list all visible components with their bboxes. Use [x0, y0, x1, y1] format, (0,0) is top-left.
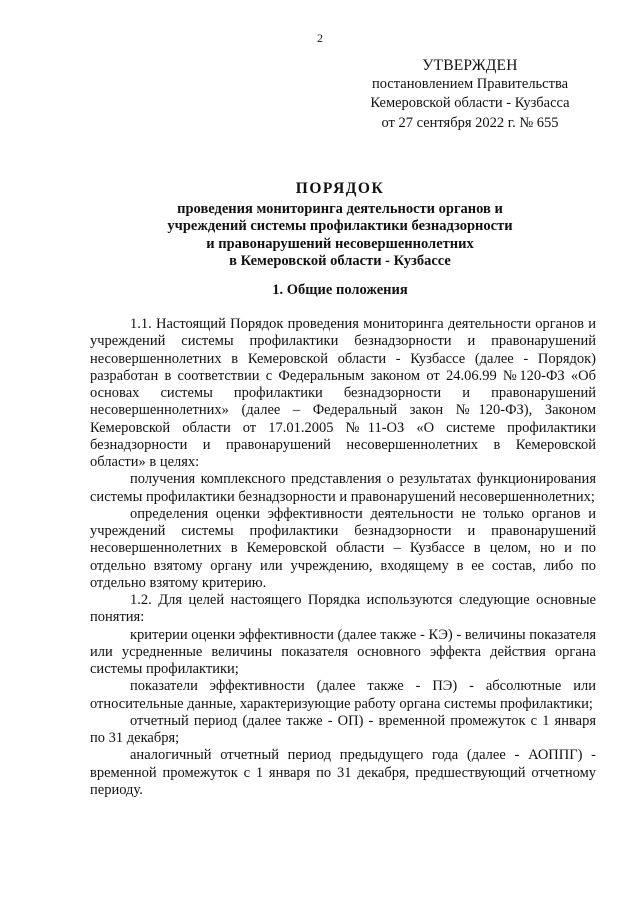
paragraph: критерии оценки эффективности (далее также - КЭ) - величины показателя или усредненные величины показателя основного эффекта действия органа системы профилактики;	[90, 626, 596, 677]
document-body	[90, 316, 596, 799]
approval-line: от 27 сентября 2022 г. № 655	[381, 114, 559, 131]
approval-stamp	[355, 56, 585, 133]
approval-title: УТВЕРЖДЕН	[422, 57, 518, 74]
section-heading: 1. Общие положения	[272, 282, 408, 298]
document-title-line: проведения мониторинга деятельности органов и	[177, 200, 503, 217]
document-title	[60, 180, 620, 271]
paragraph: 1.1. Настоящий Порядок проведения мониторинга деятельности органов и учреждений системы профилактики безнадзорности и правонарушений несовершеннолетних в Кемеровской области - Кузбассе (далее - Порядок) разработан в соответствии с Федеральным законом от 24.06.99 №120-ФЗ «Об основах системы профилактики безнадзорности и правонарушений несовершеннолетних» (далее – Федеральный закон №120-ФЗ), Законом Кемеровской области от 17.01.2005 №11-ОЗ «О системе профилактики безнадзорности и правонарушений несовершеннолетних в Кемеровской области» в целях:	[90, 316, 596, 470]
document-title-line: в Кемеровской области - Кузбассе	[229, 253, 451, 269]
approval-line: Кемеровской области - Кузбасса	[370, 95, 570, 112]
paragraph: определения оценки эффективности деятельности не только органов и учреждений системы профилактики безнадзорности и правонарушений несовершеннолетних в Кемеровской области – Кузбассе в целом, но и по отдельно взятому органу или учреждению, входящему в ее состав, либо по отдельно взятому критерию.	[90, 505, 596, 591]
page-number: 2	[317, 31, 323, 45]
document-title-line: учреждений системы профилактики безнадзорности	[167, 218, 513, 234]
paragraph: получения комплексного представления о результатах функционирования системы профилактики безнадзорности и правонарушений несовершеннолетних;	[90, 471, 596, 505]
paragraph: показатели эффективности (далее также - ПЭ) - абсолютные или относительные данные, характеризующие работу органа системы профилактики;	[90, 678, 596, 712]
paragraph: аналогичный отчетный период предыдущего года (далее - АОППГ) - временной промежуток с 1 января по 31 декабря, предшествующий отчетному периоду.	[90, 747, 596, 798]
approval-line: постановлением Правительства	[371, 76, 569, 93]
document-title-line: и правонарушений несовершеннолетних	[206, 235, 474, 252]
paragraph: 1.2. Для целей настоящего Порядка используются следующие основные понятия:	[90, 592, 596, 626]
document-title-main: ПОРЯДОК	[295, 180, 385, 197]
paragraph: отчетный период (далее также - ОП) - временной промежуток с 1 января по 31 декабря;	[90, 712, 596, 746]
